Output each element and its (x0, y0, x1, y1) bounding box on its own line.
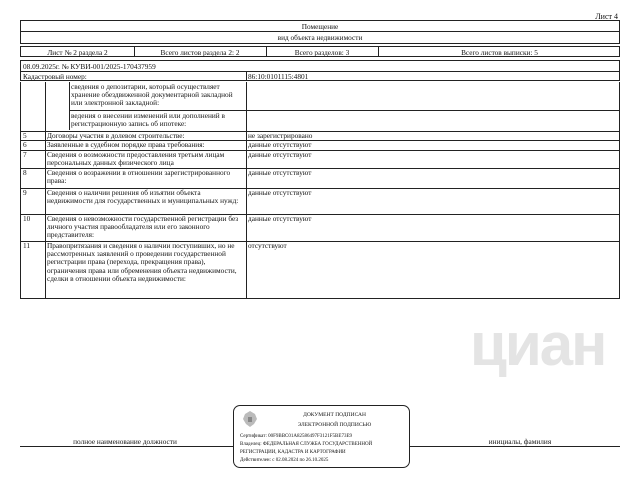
row-number: 11 (23, 241, 31, 250)
sheet-number: Лист 4 (595, 12, 618, 21)
sub-item: ведения о внесении изменений или дополнений в регистрационную запись об ипотеке: (71, 111, 225, 129)
row-number: 10 (23, 214, 31, 223)
row-label: Заявленные в судебном порядке права требования: (47, 140, 205, 149)
coat-of-arms-icon (242, 409, 258, 429)
position-label: полное наименование должности (73, 437, 177, 446)
stamp-title: ДОКУМЕНТ ПОДПИСАН (303, 412, 366, 418)
table-row (21, 150, 619, 168)
stamp-owner-cont: РЕГИСТРАЦИИ, КАДАСТРА И КАРТОГРАФИИ (240, 450, 346, 455)
row-number: 7 (23, 150, 27, 159)
row-label: Сведения о возражении в отношении зарегистрированного права: (47, 168, 231, 186)
object-type-caption: вид объекта недвижимости (277, 33, 363, 42)
row-label: Сведения о невозможности государственной регистрации без личного участия правообладателя или его законного представителя: (47, 214, 239, 240)
table-row (21, 188, 619, 214)
row-label: Договоры участия в долевом строительстве: (47, 131, 185, 140)
stamp-subtitle: ЭЛЕКТРОННОЙ ПОДПИСЬЮ (297, 422, 372, 428)
row-number: 5 (23, 131, 27, 140)
sheet-of-section: Лист № 2 раздела 2 (47, 48, 108, 57)
row-value: данные отсутствуют (248, 214, 312, 223)
cadastral-label: Кадастровый номер: (23, 72, 87, 81)
object-type: Помещение (301, 22, 339, 31)
electronic-signature-stamp (233, 405, 410, 468)
table-row (21, 131, 619, 140)
watermark: циан (470, 311, 606, 378)
info-row (20, 46, 620, 57)
row-number: 6 (23, 140, 27, 149)
row-label: Сведения о наличии решения об изъятии объекта недвижимости для государственных и муниципальных нужд: (47, 188, 239, 206)
sub-item: сведения о депозитарии, который осуществляет хранение обездвиженной документарной закладной или электронной закладной: (71, 82, 233, 108)
row-value: данные отсутствуют (248, 168, 312, 177)
stamp-owner: Владелец: ФЕДЕРАЛЬНАЯ СЛУЖБА ГОСУДАРСТВЕННОЙ (240, 442, 373, 447)
main-table (20, 82, 620, 299)
row-value: отсутствуют (248, 241, 287, 250)
row-number: 8 (23, 168, 27, 177)
table-row (21, 214, 619, 241)
row-value: данные отсутствуют (248, 188, 312, 197)
name-label: инициалы, фамилия (488, 437, 552, 446)
object-type-box (20, 20, 620, 44)
row-value: данные отсутствуют (248, 140, 312, 149)
header-box (20, 60, 620, 81)
row-label: Правопритязания и сведения о наличии поступивших, но не рассмотренных заявлений о проведении государственной регистрации права (перехода, прекращения права), ограничения права или обременения объекта недвижимости, сделки в отношении объекта недвижимости: (47, 241, 237, 283)
stamp-certificate: Сертификат: 00F9BBC01A82586497F3121F5BE73E9 (240, 434, 352, 439)
row-number: 9 (23, 188, 27, 197)
sections-total: Всего разделов: 3 (294, 48, 350, 57)
row-label: Сведения о возможности предоставления третьим лицам персональных данных физического лица (47, 150, 225, 168)
table-row (21, 140, 619, 150)
table-row (21, 168, 619, 188)
section-sheets-total: Всего листов раздела 2: 2 (160, 48, 240, 57)
row-value: не зарегистрировано (248, 131, 313, 140)
stamp-validity: Действителен: с 02.08.2024 по 26.10.2025 (240, 458, 329, 463)
row-value: данные отсутствуют (248, 150, 312, 159)
table-row (21, 241, 619, 299)
document-reference: 08.09.2025г. № КУВИ-001/2025-170437959 (23, 62, 156, 71)
cadastral-number: 86:10:0101115:4801 (248, 72, 309, 81)
extract-sheets-total: Всего листов выписки: 5 (461, 48, 538, 57)
